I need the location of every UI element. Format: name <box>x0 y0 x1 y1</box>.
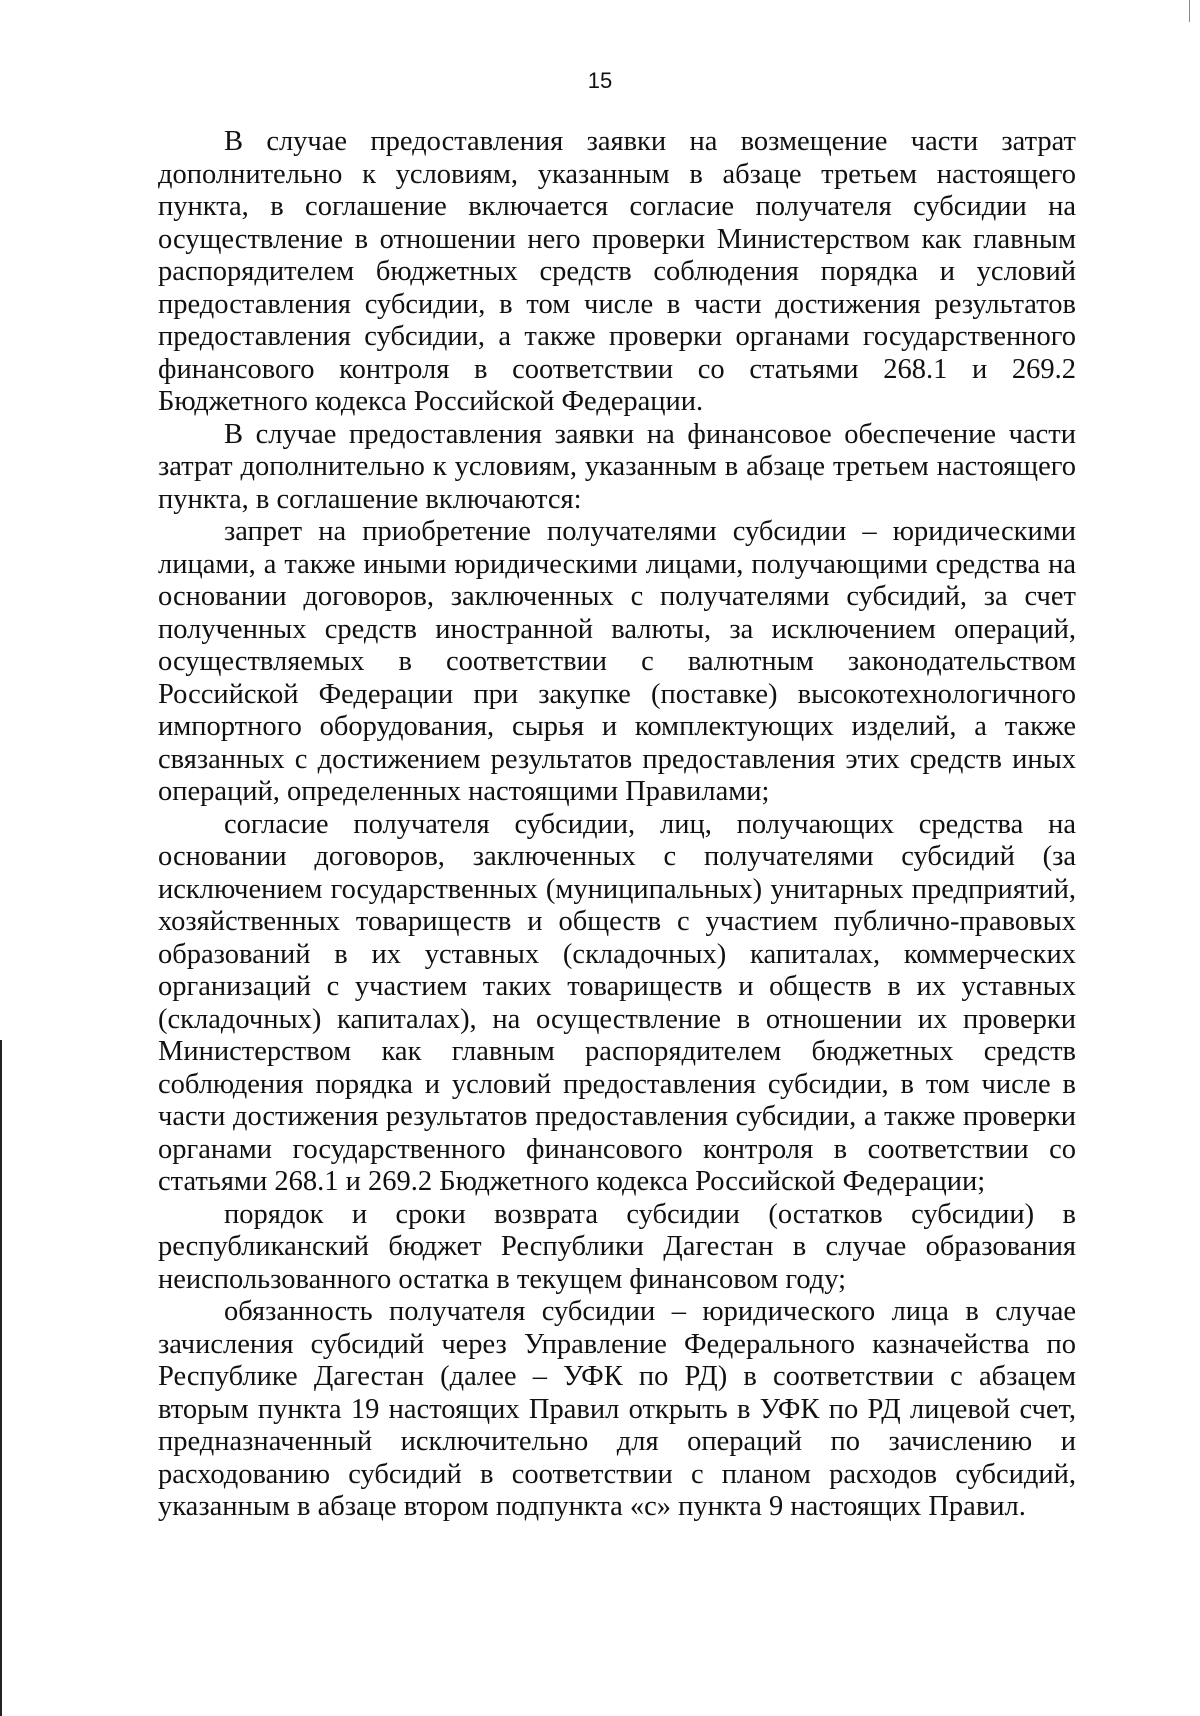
paragraph-treasury-account: обязанность получателя субсидии – юридического лица в случае зачисления субсидий через Управление Федерального казначейства по Республике Дагестан (далее – УФК по РД) в соответствии с абзацем вторым пункта 19 настоящих Правил открыть в УФК по РД лицевой счет, предназначенный исключительно для операций по зачислению и расходованию субсидий в соответствии с планом расходов субсидий, указанным в абзаце втором подпункта «с» пункта 9 настоящих Правил. <box>158 1296 1076 1522</box>
scan-edge-mark-top <box>1189 0 1190 22</box>
paragraph-audit-consent: согласие получателя субсидии, лиц, получающих средства на основании договоров, заключенных с получателями субсидий (за исключением государственных (муниципальных) унитарных предприятий, хозяйственных товариществ и обществ с участием публично-правовых образований в их уставных (складочных) капиталах, коммерческих организаций с участием таких товариществ и обществ в их уставных (складочных) капиталах), на осуществление в отношении их проверки Министерством как главным распорядителем бюджетных средств соблюдения порядка и условий предоставления субсидии, в том числе в части достижения результатов предоставления субсидии, а также проверки органами государственного финансового контроля в соответствии со статьями 268.1 и 269.2 Бюджетного кодекса Российской Федерации; <box>158 808 1076 1197</box>
paragraph-financing-application: В случае предоставления заявки на финансовое обеспечение части затрат дополнительно к условиям, указанным в абзаце третьем настоящего пункта, в соглашение включаются: <box>158 418 1076 515</box>
paragraph-reimbursement-application: В случае предоставления заявки на возмещение части затрат дополнительно к условиям, указанным в абзаце третьем настоящего пункта, в соглашение включается согласие получателя субсидии на осуществление в отношении него проверки Министерством как главным распорядителем бюджетных средств соблюдения порядка и условий предоставления субсидии, в том числе в части достижения результатов предоставления субсидии, а также проверки органами государственного финансового контроля в соответствии со статьями 268.1 и 269.2 Бюджетного кодекса Российской Федерации. <box>158 126 1076 417</box>
scan-edge-mark <box>0 1040 2 1716</box>
paragraph-currency-prohibition: запрет на приобретение получателями субсидии – юридическими лицами, а также иными юридическими лицами, получающими средства на основании договоров, заключенных с получателями субсидий, за счет полученных средств иностранной валюты, за исключением операций, осуществляемых в соответствии с валютным законодательством Российской Федерации при закупке (поставке) высокотехнологичного импортного оборудования, сырья и комплектующих изделий, а также связанных с достижением результатов предоставления этих средств иных операций, определенных настоящими Правилами; <box>158 516 1076 807</box>
paragraph-return-procedure: порядок и сроки возврата субсидии (остатков субсидии) в республиканский бюджет Республики Дагестан в случае образования неиспользованного остатка в текущем финансовом году; <box>158 1198 1076 1295</box>
page-number: 15 <box>587 68 613 93</box>
body-text <box>158 126 1076 1524</box>
